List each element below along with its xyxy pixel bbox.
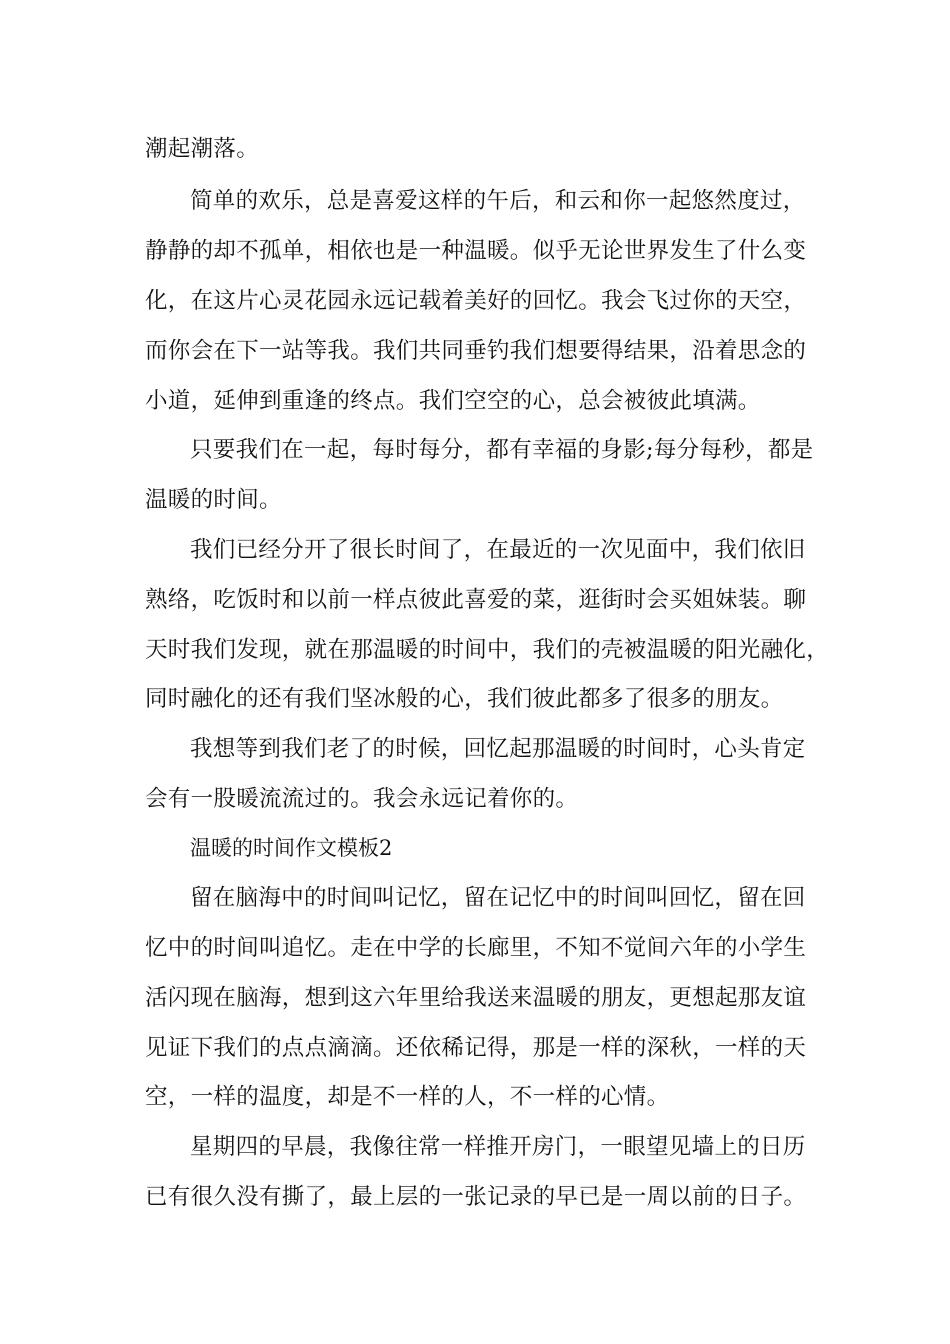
text-line: 静静的却不孤单，相依也是一种温暖。似乎无论世界发生了什么变	[145, 238, 807, 264]
text-line: 活闪现在脑海，想到这六年里给我送来温暖的朋友，更想起那友谊	[145, 985, 807, 1011]
text-line: 空，一样的温度，却是不一样的人，不一样的心情。	[145, 1084, 670, 1110]
text-line: 星期四的早晨，我像往常一样推开房门，一眼望见墙上的日历	[190, 1134, 806, 1160]
text-line: 温暖的时间。	[145, 487, 282, 513]
text-line: 已有很久没有撕了，最上层的一张记录的早已是一周以前的日子。	[145, 1184, 807, 1210]
text-line: 化，在这片心灵花园永远记载着美好的回忆。我会飞过你的天空，	[145, 288, 807, 314]
text-line: 天时我们发现，就在那温暖的时间中，我们的壳被温暖的阳光融化，	[145, 637, 830, 663]
text-line: 留在脑海中的时间叫记忆，留在记忆中的时间叫回忆，留在回	[190, 885, 806, 911]
text-line: 而你会在下一站等我。我们共同垂钓我们想要得结果，沿着思念的	[145, 338, 807, 364]
text-line: 简单的欢乐，总是喜爱这样的午后，和云和你一起悠然度过，	[190, 188, 806, 214]
section-heading: 温暖的时间作文模板2	[190, 836, 393, 860]
text-line: 忆中的时间叫追忆。走在中学的长廊里，不知不觉间六年的小学生	[145, 935, 807, 961]
text-line: 见证下我们的点点滴滴。还依稀记得，那是一样的深秋，一样的天	[145, 1035, 807, 1061]
text-line: 会有一股暖流流过的。我会永远记着你的。	[145, 786, 579, 812]
text-line: 我们已经分开了很长时间了，在最近的一次见面中，我们依旧	[190, 537, 806, 563]
text-line: 同时融化的还有我们坚冰般的心，我们彼此都多了很多的朋友。	[145, 686, 784, 712]
text-line: 我想等到我们老了的时候，回忆起那温暖的时间时，心头肯定	[190, 736, 806, 762]
text-line: 只要我们在一起，每时每分，都有幸福的身影;每分每秒，都是	[190, 437, 814, 463]
text-line: 潮起潮落。	[145, 136, 260, 162]
text-line: 熟络，吃饭时和以前一样点彼此喜爱的菜，逛街时会买姐妹装。聊	[145, 587, 807, 613]
text-line: 小道，延伸到重逢的终点。我们空空的心，总会被彼此填满。	[145, 388, 761, 414]
